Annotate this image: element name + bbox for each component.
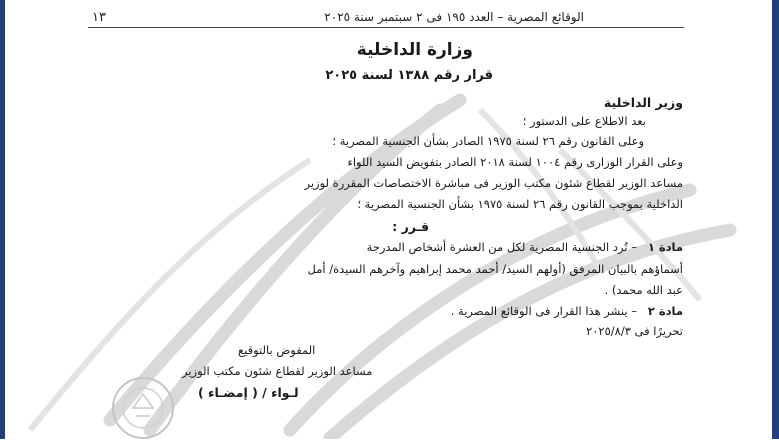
page-number: ١٣ bbox=[92, 10, 106, 25]
issuer-heading: وزير الداخلية bbox=[603, 95, 683, 110]
preamble-line: بعد الاطلاع على الدستور ؛ bbox=[522, 114, 646, 128]
signature-rank: لـواء / ( إمضـاء ) bbox=[198, 385, 299, 400]
official-seal-icon bbox=[108, 368, 178, 440]
article-1-label: مادة ١ bbox=[647, 240, 683, 254]
signature-delegate: المفوض بالتوقيع bbox=[238, 343, 316, 357]
right-edge-border bbox=[772, 0, 779, 439]
ministry-title: وزارة الداخلية bbox=[356, 40, 473, 60]
decides-label: قـرر : bbox=[392, 219, 429, 234]
preamble-line: وعلى القرار الوزارى رقم ١٠٠٤ لسنة ٢٠١٨ الصادر بتفويض السيد اللواء bbox=[347, 155, 683, 169]
signature-position: مساعد الوزير لقطاع شئون مكتب الوزير bbox=[182, 364, 373, 378]
preamble-line: وعلى القانون رقم ٢٦ لسنة ١٩٧٥ الصادر بشأن الجنسية المصرية ؛ bbox=[332, 134, 644, 148]
preamble-line: الداخلية بموجب القانون رقم ٢٦ لسنة ١٩٧٥ بشأن الجنسية المصرية ؛ bbox=[357, 197, 683, 211]
running-header-title: الوقائع المصرية – العدد ١٩٥ فى ٢ سبتمبر سنة ٢٠٢٥ bbox=[324, 10, 584, 24]
decree-title: قرار رقم ١٣٨٨ لسنة ٢٠٢٥ bbox=[325, 68, 493, 83]
article-1-line: – تُرد الجنسية المصرية لكل من العشرة أشخاص المدرجة bbox=[366, 240, 637, 254]
left-edge-border bbox=[0, 0, 5, 439]
preamble-line: مساعد الوزير لقطاع شئون مكتب الوزير فى مباشرة الاختصاصات المقررة لوزير bbox=[304, 176, 683, 190]
article-2-text: – ينشر هذا القرار فى الوقائع المصرية . bbox=[450, 304, 637, 318]
article-1-line: عبد الله محمد) . bbox=[604, 283, 683, 297]
article-1-line: أسماؤهم بالبيان المرفق (أولهم السيد/ أحمد محمد إبراهيم وآخرهم السيدة/ أمل bbox=[307, 262, 683, 276]
article-2-label: مادة ٢ bbox=[647, 304, 683, 318]
issue-date: تحريرًا فى ٢٠٢٥/٨/٣ bbox=[586, 324, 683, 338]
header-rule bbox=[88, 27, 684, 28]
